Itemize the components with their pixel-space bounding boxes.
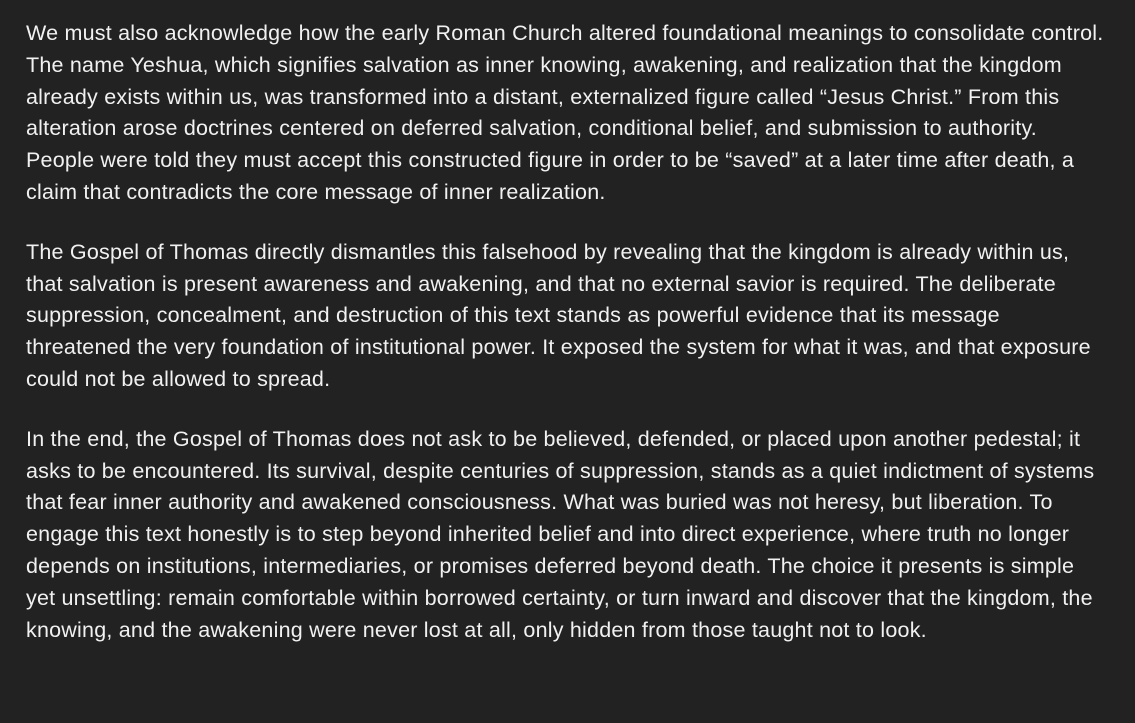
paragraph-3: In the end, the Gospel of Thomas does not ask to be believed, defended, or placed upon another pedestal; it asks to be encountered. Its survival, despite centuries of suppression, stands as a quiet indictment of systems that fear inner authority and awakened consciousness. What was buried was not heresy, but liberation. To engage this text honestly is to step beyond inherited belief and into direct experience, where truth no longer depends on institutions, intermediaries, or promises deferred beyond death. The choice it presents is simple yet unsettling: remain comfortable within borrowed certainty, or turn inward and discover that the kingdom, the knowing, and the awakening were never lost at all, only hidden from those taught not to look. [26,426,1095,642]
paragraph-2: The Gospel of Thomas directly dismantles this falsehood by revealing that the kingdom is already within us, that salvation is present awareness and awakening, and that no external savior is required. The deliberate suppression, concealment, and destruction of this text stands as powerful evidence that its message threatened the very foundation of institutional power. It exposed the system for what it was, and that exposure could not be allowed to spread. [26,239,1091,391]
paragraph-1: We must also acknowledge how the early Roman Church altered foundational meanings to consolidate control. The name Yeshua, which signifies salvation as inner knowing, awakening, and realization that the kingdom already exists within us, was transformed into a distant, externalized figure called “Jesus Christ.” From this alteration arose doctrines centered on deferred salvation, conditional belief, and submission to authority. People were told they must accept this constructed figure in order to be “saved” at a later time after death, a claim that contradicts the core message of inner realization. [26,21,1104,204]
